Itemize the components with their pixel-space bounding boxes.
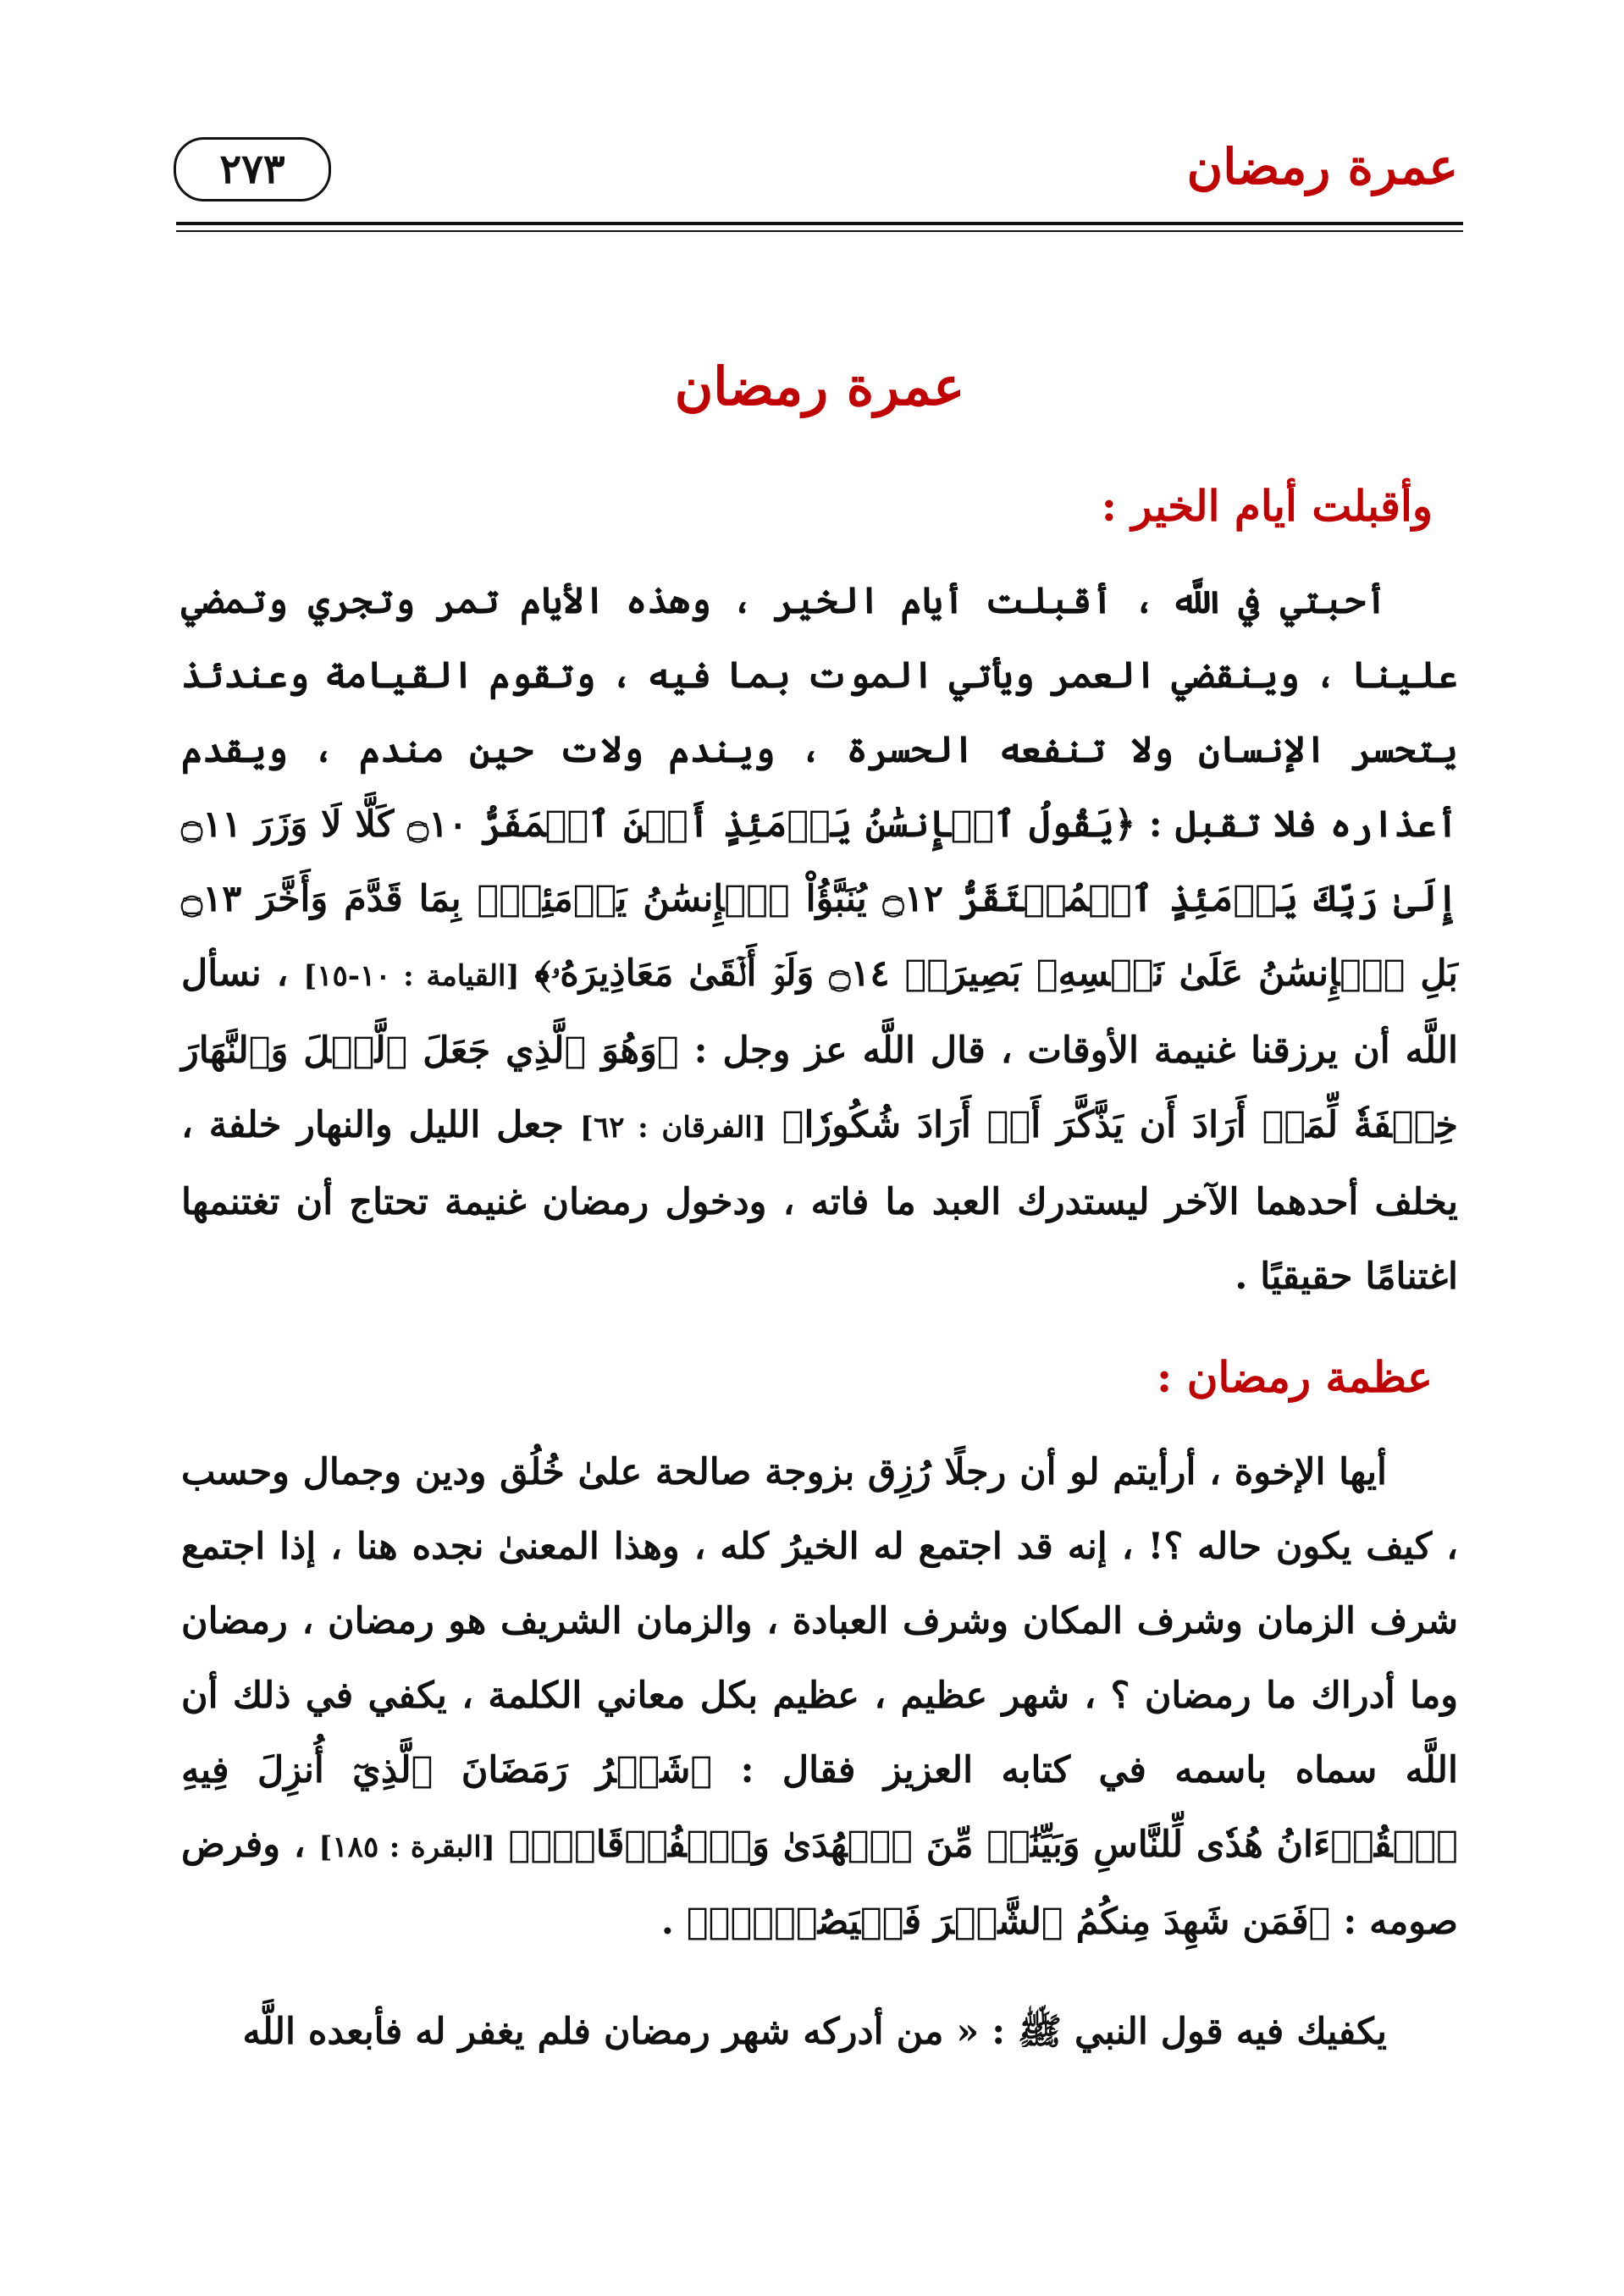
quran-verse: ﴿وَهُوَ ٱلَّذِي جَعَلَ ٱلَّيۡلَ وَٱلنَّهَارَ خِلۡفَةٗ لِّمَنۡ أَرَادَ أَن يَذَّكَّرَ أَوۡ أَرَادَ شُكُورٗا﴾	[181, 1029, 1458, 1146]
chapter-title: عمرة رمضان	[674, 356, 965, 417]
paragraph-days-of-good	[181, 564, 1458, 1314]
verse-reference: [الفرقان : ٦٢]	[579, 1111, 766, 1145]
paragraph-text: ، نسأل اللَّه أن يرزقنا غنيمة الأوقات ، قال اللَّه عز وجل :	[181, 952, 1458, 1072]
paragraph-greatness-of-ramadan	[181, 1435, 1458, 1959]
section-heading-days-of-good: وأقبلت أيام الخير :	[1101, 481, 1433, 531]
running-title: عمرة رمضان	[1186, 138, 1458, 196]
header-rule-thick	[176, 222, 1463, 225]
section-heading-greatness-of-ramadan: عظمة رمضان :	[1156, 1352, 1433, 1402]
paragraph-text: ، وفرض صومه :	[181, 1824, 1458, 1943]
quran-verse: ﴿يَقُولُ ٱلۡإِنسَٰنُ يَوۡمَئِذٍ أَيۡنَ ٱلۡمَفَرُّ ۝١٠ كَلَّا لَا وَزَرَ ۝١١ إِلَىٰ رَبِّكَ يَوۡمَئِذٍ ٱلۡمُسۡتَقَرُّ ۝١٢ يُنَبَّؤُاْ ٱلۡإِنسَٰنُ يَوۡمَئِذِۭ بِمَا قَدَّمَ وَأَخَّرَ ۝١٣ بَلِ ٱلۡإِنسَٰنُ عَلَىٰ نَفۡسِهِۦ بَصِيرَةٞ ۝١٤ وَلَوۡ أَلۡقَىٰ مَعَاذِيرَهُۥ﴾	[181, 803, 1459, 995]
quran-verse: ﴿فَمَن شَهِدَ مِنكُمُ ٱلشَّهۡرَ فَلۡيَصُمۡهُۖ﴾	[686, 1901, 1331, 1943]
paragraph-text: يكفيك فيه قول النبي ﷺ :	[992, 2011, 1387, 2053]
page-number-badge	[174, 137, 331, 201]
paragraph-hadith	[181, 1995, 1458, 2069]
paragraph-text: جعل الليل والنهار خلفة ، يخلف أحدهما الآخر ليستدرك العبد ما فاته ، ودخول رمضان غنيمة تحتاج أن تغتنمها اغتنامًا حقيقيًا .	[181, 1104, 1458, 1298]
hadith-quote: « من أدركه شهر رمضان فلم يغفر له فأبعده اللَّه	[242, 2011, 980, 2053]
header-rule-thin	[176, 230, 1463, 232]
paragraph-text: .	[660, 1901, 674, 1943]
paragraph-text: أيها الإخوة ، أرأيتم لو أن رجلًا رُزِق بزوجة صالحة علىٰ خُلُق ودين وجمال وحسب ، كيف يكون حاله ؟! ، إنه قد اجتمع له الخيرُ كله ، وهذا المعنىٰ نجده هنا ، إذا اجتمع شرف الزمان وشرف المكان وشرف العبادة ، والزمان الشريف هو رمضان ، رمضان وما أدراك ما رمضان ؟ ، شهر عظيم ، عظيم بكل معاني الكلمة ، يكفي في ذلك أن اللَّه سماه باسمه في كتابه العزيز فقال :	[181, 1451, 1458, 1791]
verse-reference: [القيامة : ١٠-١٥]	[303, 959, 520, 993]
paragraph-text: أحبتي في اللَّه ، أقبلت أيام الخير ، وهذه الأيام تمر وتجري وتمضي علينا ، وينقضي العمر ويأتي الموت بما فيه ، وتقوم القيامة وعندئذ يتحسر الإنسان ولا تنفعه الحسرة ، ويندم ولات حين مندم ، ويقدم أعذاره فلا تقبل :	[181, 580, 1458, 846]
quran-verse: ﴿شَهۡرُ رَمَضَانَ ٱلَّذِيٓ أُنزِلَ فِيهِ ٱلۡقُرۡءَانُ هُدٗى لِّلنَّاسِ وَبَيِّنَٰتٖ مِّنَ ٱلۡهُدَىٰ وَٱلۡفُرۡقَانِۚ﴾	[181, 1749, 1458, 1866]
page-number: ٢٧٣	[219, 146, 285, 193]
page-body	[181, 356, 1458, 2105]
verse-reference: [البقرة : ١٨٥]	[318, 1830, 495, 1864]
